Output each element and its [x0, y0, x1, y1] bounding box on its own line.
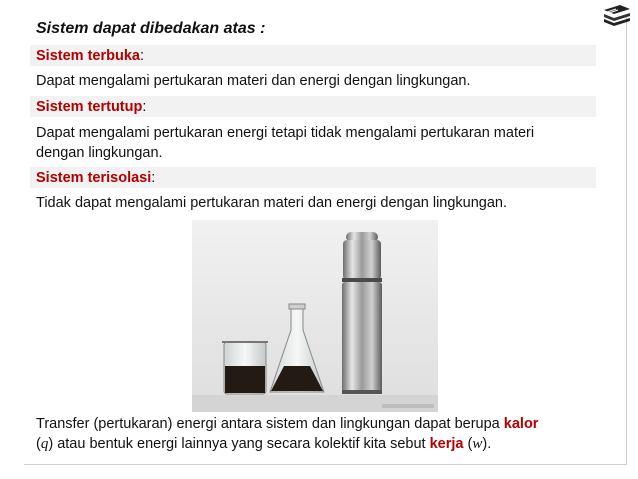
system-types-photo — [192, 220, 438, 412]
page-title: Sistem dapat dibedakan atas : — [36, 20, 266, 37]
item-term-closed: Sistem tertutup: — [36, 99, 147, 115]
thermos-flask — [342, 232, 382, 394]
item-desc-closed-line2: dengan lingkungan. — [36, 145, 163, 161]
book-stack-icon — [602, 4, 632, 28]
q-symbol: q — [40, 436, 49, 452]
item-desc-open: Dapat mengalami pertukaran materi dan energi dengan lingkungan. — [36, 73, 471, 89]
kalor-term: kalor — [503, 416, 539, 432]
item-term-isolated: Sistem terisolasi: — [36, 170, 156, 186]
beaker — [222, 342, 268, 394]
item-desc-closed-line1: Dapat mengalami pertukaran energi tetapi tidak mengalami pertukaran materi — [36, 125, 535, 141]
kerja-term: kerja — [429, 436, 464, 452]
energy-transfer-paragraph: Transfer (pertukaran) energi antara sistem dan lingkungan dapat berupa kalor (q) atau bentuk energi lainnya yang secara kolektif kita sebut kerja (w). — [36, 416, 539, 452]
item-desc-isolated: Tidak dapat mengalami pertukaran materi dan energi dengan lingkungan. — [36, 195, 508, 211]
w-symbol: w — [472, 436, 483, 452]
item-term-open: Sistem terbuka: — [36, 48, 144, 64]
